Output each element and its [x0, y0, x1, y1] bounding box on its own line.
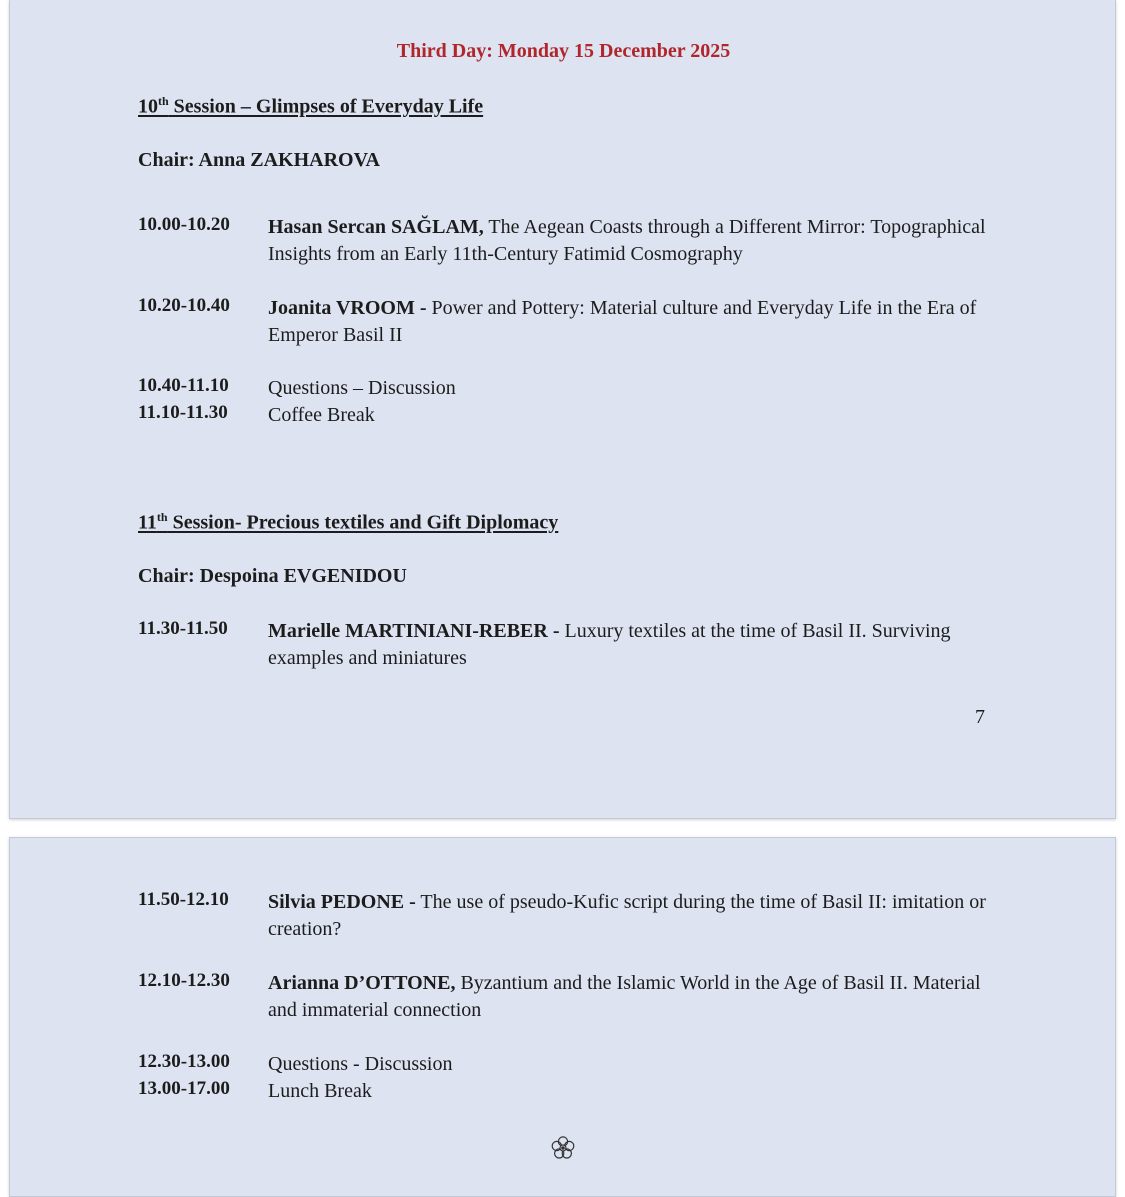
day-title: Third Day: Monday 15 December 2025: [396, 40, 731, 62]
session-number-suffix: th: [156, 510, 168, 524]
item-title: Coffee Break: [268, 404, 375, 426]
item-speaker: Marielle MARTINIANI-REBER -: [268, 620, 560, 642]
item-description: [268, 970, 998, 1024]
session-title-text: Session – Glimpses of Everyday Life: [168, 95, 484, 118]
item-description: [268, 375, 998, 402]
item-description: [268, 1051, 998, 1078]
document-page-8: [9, 837, 1116, 1197]
item-speaker: Joanita VROOM -: [268, 297, 427, 319]
document-page-7: [9, 0, 1116, 819]
item-time: 10.20-10.40: [138, 295, 230, 316]
item-speaker: Hasan Sercan SAĞLAM,: [268, 216, 484, 238]
session-number: 10: [138, 95, 158, 118]
item-time: 13.00-17.00: [138, 1078, 230, 1099]
item-title: Questions – Discussion: [268, 377, 456, 399]
item-title: Lunch Break: [268, 1080, 372, 1102]
flower-ornament-icon: [549, 1134, 577, 1162]
session-10-chair: Chair: Anna ZAKHAROVA: [138, 149, 380, 171]
item-description: [268, 402, 998, 429]
session-11-title: [138, 510, 558, 535]
session-number: 11: [138, 511, 157, 534]
item-title: Byzantium and the Islamic World in the Age of Basil II. Material and immaterial connection: [268, 972, 981, 1021]
item-time: 10.40-11.10: [138, 375, 229, 396]
item-time: 12.10-12.30: [138, 970, 230, 991]
item-title: The use of pseudo-Kufic script during the time of Basil II: imitation or creation?: [268, 891, 986, 940]
session-number-suffix: th: [158, 94, 169, 108]
page-number: 7: [975, 706, 985, 728]
session-10-title: [138, 94, 483, 119]
session-title-text: Session- Precious textiles and Gift Diplomacy: [167, 511, 559, 534]
item-speaker: Silvia PEDONE -: [268, 891, 416, 913]
item-description: [268, 295, 998, 349]
item-time: 12.30-13.00: [138, 1051, 230, 1072]
item-description: [268, 1078, 998, 1105]
item-title: Questions - Discussion: [268, 1053, 453, 1075]
item-description: [268, 214, 998, 268]
item-title: Power and Pottery: Material culture and Everyday Life in the Era of Emperor Basil II: [268, 297, 977, 346]
item-title: The Aegean Coasts through a Different Mirror: Topographical Insights from an Early 11th-Century Fatimid Cosmography: [268, 216, 986, 265]
item-description: [268, 618, 998, 672]
item-time: 11.30-11.50: [138, 618, 228, 639]
item-speaker: Arianna D’OTTONE,: [268, 972, 456, 994]
item-time: 11.50-12.10: [138, 889, 229, 910]
session-11-chair: Chair: Despoina EVGENIDOU: [138, 565, 407, 587]
item-time: 11.10-11.30: [138, 402, 228, 423]
item-title: Luxury textiles at the time of Basil II. Surviving examples and miniatures: [268, 620, 951, 669]
item-description: [268, 889, 998, 943]
item-time: 10.00-10.20: [138, 214, 230, 235]
